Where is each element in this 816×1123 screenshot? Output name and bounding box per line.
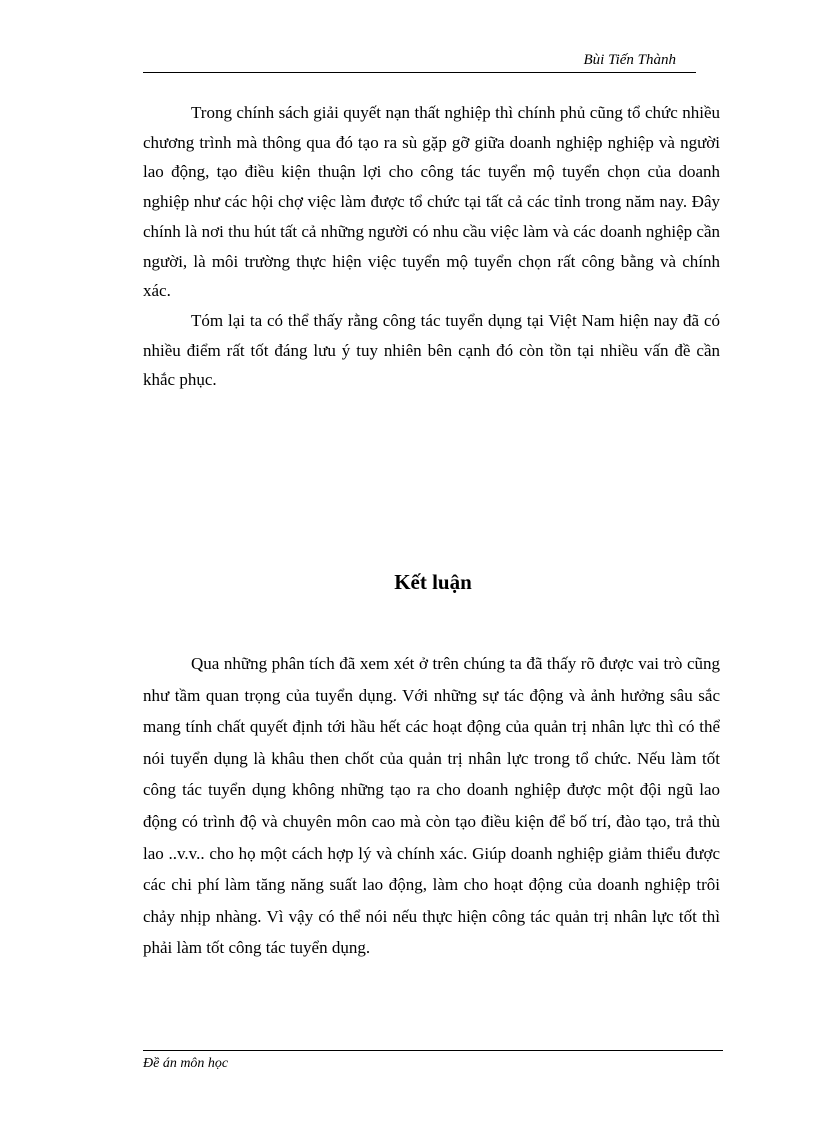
conclusion-paragraph: Qua những phân tích đã xem xét ở trên chúng ta đã thấy rõ được vai trò cũng như tầm quan trọng của tuyển dụng. Với những sự tác động và ảnh hưởng sâu sắc mang tính chất quyết định tới hầu hết các hoạt động của quản trị nhân lực thì có thể nói tuyển dụng là khâu then chốt của quản trị nhân lực trong tổ chức. Nếu làm tốt công tác tuyển dụng không những tạo ra cho doanh nghiệp được một đội ngũ lao động có trình độ và chuyên môn cao mà còn tạo điều kiện để bố trí, đào tạo, trả thù lao ..v.v.. cho họ một cách hợp lý và chính xác. Giúp doanh nghiệp giảm thiểu được các chi phí làm tăng năng suất lao động, làm cho hoạt động của doanh nghiệp trôi chảy nhịp nhàng. Vì vậy có thể nói nếu thực hiện công tác quản trị nhân lực tốt thì phải làm tốt công tác tuyển dụng. — [143, 654, 720, 958]
conclusion-content — [143, 648, 720, 964]
body-paragraph-1: Trong chính sách giải quyết nạn thất nghiệp thì chính phủ cũng tổ chức nhiều chương trình mà thông qua đó tạo ra sù gặp gỡ giữa doanh nghiệp nghiệp và người lao động, tạo điều kiện thuận lợi cho công tác tuyển mộ tuyển chọn của doanh nghiệp như các hội chợ việc làm được tổ chức tại tất cả các tỉnh trong năm nay. Đây chính là nơi thu hút tất cả những người có nhu cầu việc làm và các doanh nghiệp cần người, là môi trường thực hiện việc tuyển mộ tuyển chọn rất công bằng và chính xác. — [143, 103, 720, 301]
body-content — [143, 98, 720, 395]
body-paragraph-2: Tóm lại ta có thể thấy rằng công tác tuyển dụng tại Việt Nam hiện nay đã có nhiều điểm rất tốt đáng lưu ý tuy nhiên bên cạnh đó còn tồn tại nhiều vấn đề cần khắc phục. — [143, 310, 720, 390]
header-author: Bùi Tiến Thành — [583, 52, 676, 68]
conclusion-title: Kết luận — [394, 570, 472, 594]
footer-label: Đề án môn học — [143, 1056, 229, 1071]
header-divider — [143, 72, 696, 73]
footer-divider — [143, 1050, 723, 1051]
